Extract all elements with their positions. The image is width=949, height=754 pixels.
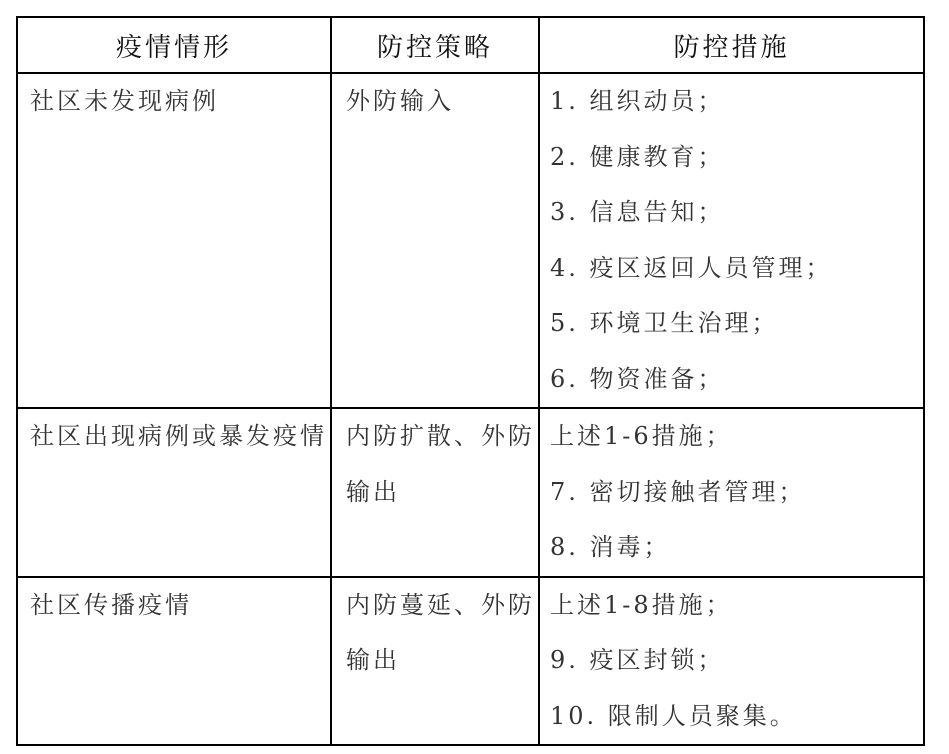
header-strategy: 防控策略 — [331, 17, 539, 73]
measures-cell — [539, 577, 924, 746]
measure-item: 上述1-8措施； — [550, 590, 733, 619]
situation-cell — [17, 577, 331, 746]
measure-item: 上述1-6措施； — [550, 422, 733, 450]
measure-item: 3. 信息告知； — [550, 198, 725, 226]
situation-text: 社区出现病例或暴发疫情 — [30, 422, 327, 450]
measure-item: 10. 限制人员聚集。 — [550, 701, 797, 730]
table-row — [17, 577, 924, 746]
situation-text: 社区传播疫情 — [30, 590, 192, 619]
table-row — [17, 408, 924, 577]
measure-item: 7. 密切接触者管理； — [550, 477, 806, 506]
strategy-cell — [331, 577, 539, 746]
strategy-text: 外防输入 — [346, 87, 454, 115]
strategy-cell — [331, 73, 539, 408]
measures-list — [540, 74, 923, 407]
measures-cell — [539, 408, 924, 577]
header-measures: 防控措施 — [539, 17, 924, 73]
measures-list — [540, 578, 923, 745]
situation-cell — [17, 73, 331, 408]
strategy-text: 内防蔓延、外防输出 — [346, 590, 535, 674]
strategy-cell — [331, 408, 539, 577]
table-row — [17, 73, 924, 408]
measure-item: 4. 疫区返回人员管理； — [550, 253, 833, 282]
measures-cell — [539, 73, 924, 408]
prevention-table-container — [16, 16, 925, 746]
measure-item: 6. 物资准备； — [550, 364, 725, 393]
measure-item: 2. 健康教育； — [550, 142, 725, 171]
header-situation: 疫情情形 — [17, 17, 331, 73]
measure-item: 9. 疫区封锁； — [550, 646, 725, 674]
table-header-row — [17, 17, 924, 73]
measure-item: 5. 环境卫生治理； — [550, 309, 779, 337]
measures-list — [540, 409, 923, 576]
measure-item: 8. 消毒； — [550, 533, 671, 561]
situation-text: 社区未发现病例 — [30, 87, 219, 115]
situation-cell — [17, 408, 331, 577]
prevention-table — [16, 16, 925, 746]
strategy-text: 内防扩散、外防输出 — [346, 422, 535, 506]
measure-item: 1. 组织动员； — [550, 87, 725, 115]
